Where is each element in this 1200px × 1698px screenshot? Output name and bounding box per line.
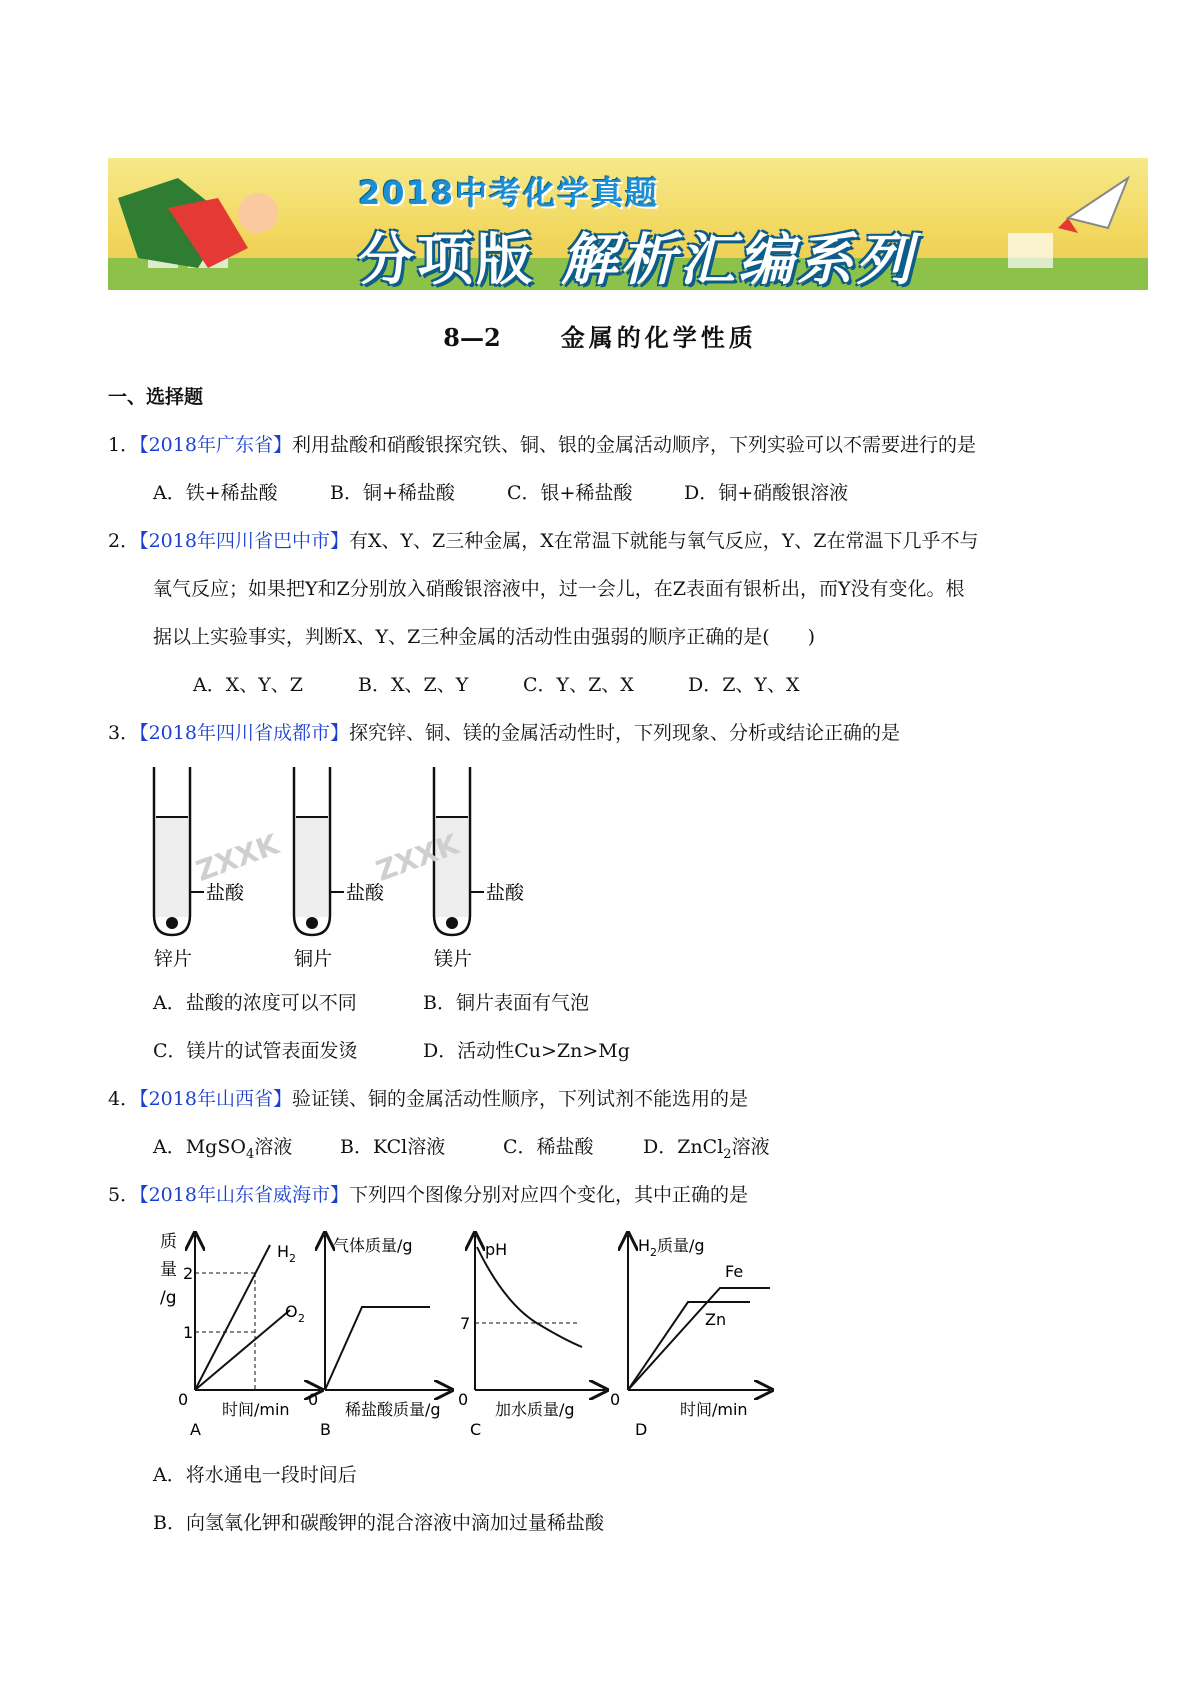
page-title — [0, 318, 1200, 353]
svg-text:H: H — [277, 1242, 290, 1261]
metal-label: 镁片 — [434, 948, 473, 970]
svg-text:pH: pH — [485, 1240, 508, 1259]
question-number: 5． — [108, 1184, 140, 1206]
svg-text:2: 2 — [289, 1252, 296, 1265]
question-number: 3． — [108, 722, 140, 744]
option-b: B．铜+稀盐酸 — [330, 482, 455, 504]
svg-text:/g: /g — [160, 1288, 177, 1308]
option-a: A．盐酸的浓度可以不同 — [153, 992, 357, 1014]
option-a: A．X、Y、Z — [193, 674, 303, 696]
question-1-options — [153, 478, 848, 505]
question-text: 验证镁、铜的金属活动性顺序，下列试剂不能选用的是 — [291, 1088, 748, 1110]
question-5-option-b: B．向氢氧化钾和碳酸钾的混合溶液中滴加过量稀盐酸 — [153, 1512, 604, 1534]
svg-text:2: 2 — [650, 1246, 657, 1259]
graph-c — [458, 1235, 605, 1439]
option-d: D．活动性Cu>Zn>Mg — [423, 1040, 630, 1062]
option-d: D．ZnCl$_2$溶液 — [643, 1136, 770, 1162]
question-source: 【2018年山西省】 — [139, 1088, 292, 1110]
svg-text:A: A — [190, 1420, 201, 1439]
tube-copper — [294, 767, 385, 970]
svg-text:0: 0 — [178, 1390, 189, 1409]
question-5-option-a: A．将水通电一段时间后 — [153, 1464, 357, 1486]
svg-text:质: 质 — [160, 1232, 177, 1252]
header-banner — [108, 158, 1148, 290]
question-2-options — [193, 670, 800, 697]
section-heading: 一、选择题 — [108, 386, 204, 408]
svg-text:1: 1 — [183, 1323, 194, 1342]
svg-text:加水质量/g: 加水质量/g — [495, 1400, 575, 1419]
option-c: C．稀盐酸 — [503, 1136, 594, 1158]
option-a: A．铁+稀盐酸 — [153, 482, 278, 504]
metal-label: 锌片 — [154, 948, 193, 970]
liquid-label: 盐酸 — [486, 882, 525, 904]
svg-text:H: H — [638, 1236, 651, 1255]
question-source: 【2018年四川省巴中市】 — [139, 530, 349, 552]
chapter-number: 8—2 — [443, 323, 501, 352]
question-2-line3: 据以上实验事实，判断X、Y、Z三种金属的活动性由强弱的顺序正确的是( ) — [153, 626, 816, 648]
option-c: C．Y、Z、X — [523, 674, 634, 696]
tube-magnesium — [434, 767, 525, 970]
option-b: B．铜片表面有气泡 — [423, 992, 589, 1014]
metal-label: 铜片 — [294, 948, 333, 970]
question-2-line2: 氧气反应；如果把Y和Z分别放入硝酸银溶液中，过一会儿，在Z表面有银析出，而Y没有变化。根 — [153, 578, 965, 600]
svg-text:C: C — [470, 1420, 482, 1439]
option-a: A．MgSO$_4$溶液 — [153, 1136, 293, 1162]
svg-text:量: 量 — [160, 1260, 177, 1280]
question-3 — [108, 718, 900, 745]
o2-line — [195, 1310, 290, 1390]
svg-text:0: 0 — [610, 1390, 621, 1409]
banner-title-part2: 解析汇编系列 — [561, 228, 915, 290]
question-number: 1． — [108, 434, 140, 456]
svg-text:D: D — [635, 1420, 648, 1439]
option-b: B．KCl溶液 — [340, 1136, 446, 1158]
question-number: 2． — [108, 530, 140, 552]
graph-figure — [150, 1225, 850, 1440]
svg-text:0: 0 — [458, 1390, 469, 1409]
question-text: 探究锌、铜、镁的金属活动性时，下列现象、分析或结论正确的是 — [348, 722, 900, 744]
liquid-label: 盐酸 — [206, 882, 245, 904]
option-b: B．X、Z、Y — [358, 674, 469, 696]
question-3-options-row2 — [153, 1036, 630, 1063]
question-text: 下列四个图像分别对应四个变化，其中正确的是 — [348, 1184, 748, 1206]
h2-line — [195, 1245, 270, 1390]
svg-text:Fe: Fe — [725, 1262, 744, 1281]
svg-text:B: B — [320, 1420, 331, 1439]
question-source: 【2018年山东省威海市】 — [139, 1184, 349, 1206]
watermark-text: ZXXK — [191, 827, 284, 888]
question-source: 【2018年广东省】 — [139, 434, 292, 456]
ph-curve — [477, 1247, 582, 1347]
question-5 — [108, 1180, 748, 1207]
test-tube-figure — [140, 765, 560, 975]
fe-line — [628, 1288, 770, 1390]
svg-text:7: 7 — [460, 1314, 471, 1333]
graph-a — [160, 1232, 320, 1439]
option-d: D．铜+硝酸银溶液 — [684, 482, 849, 504]
svg-text:气体质量/g: 气体质量/g — [333, 1236, 413, 1255]
svg-text:稀盐酸质量/g: 稀盐酸质量/g — [345, 1400, 441, 1419]
question-number: 4． — [108, 1088, 140, 1110]
zn-line — [628, 1302, 750, 1390]
option-c: C．镁片的试管表面发烫 — [153, 1040, 358, 1062]
banner-title-line1: 2018中考化学真题 — [358, 174, 660, 212]
question-source: 【2018年四川省成都市】 — [139, 722, 349, 744]
liquid-label: 盐酸 — [346, 882, 385, 904]
watermark-text: ZXXK — [371, 827, 464, 888]
question-4 — [108, 1084, 748, 1111]
banner-title-part1: 分项版 — [358, 228, 535, 290]
question-1 — [108, 430, 976, 457]
question-2 — [108, 526, 979, 553]
svg-text:时间/min: 时间/min — [680, 1400, 748, 1419]
svg-text:0: 0 — [308, 1390, 319, 1409]
question-text-line1: 有X、Y、Z三种金属，X在常温下就能与氧气反应，Y、Z在常温下几乎不与 — [348, 530, 979, 552]
svg-text:质量/g: 质量/g — [657, 1236, 705, 1255]
svg-text:Zn: Zn — [705, 1310, 727, 1329]
svg-text:时间/min: 时间/min — [222, 1400, 290, 1419]
question-3-options-row1 — [153, 988, 589, 1015]
graph-d — [610, 1235, 770, 1439]
svg-text:2: 2 — [183, 1264, 194, 1283]
chapter-title: 金属的化学性质 — [560, 323, 757, 352]
svg-text:2: 2 — [298, 1312, 305, 1325]
option-d: D．Z、Y、X — [688, 674, 800, 696]
graph-b — [308, 1235, 450, 1439]
option-c: C．银+稀盐酸 — [507, 482, 633, 504]
question-text: 利用盐酸和硝酸银探究铁、铜、银的金属活动顺序，下列实验可以不需要进行的是 — [291, 434, 976, 456]
svg-text:O: O — [285, 1302, 298, 1321]
banner-title-line2 — [358, 216, 915, 290]
gas-mass-line — [325, 1307, 430, 1390]
question-4-options — [153, 1132, 770, 1162]
